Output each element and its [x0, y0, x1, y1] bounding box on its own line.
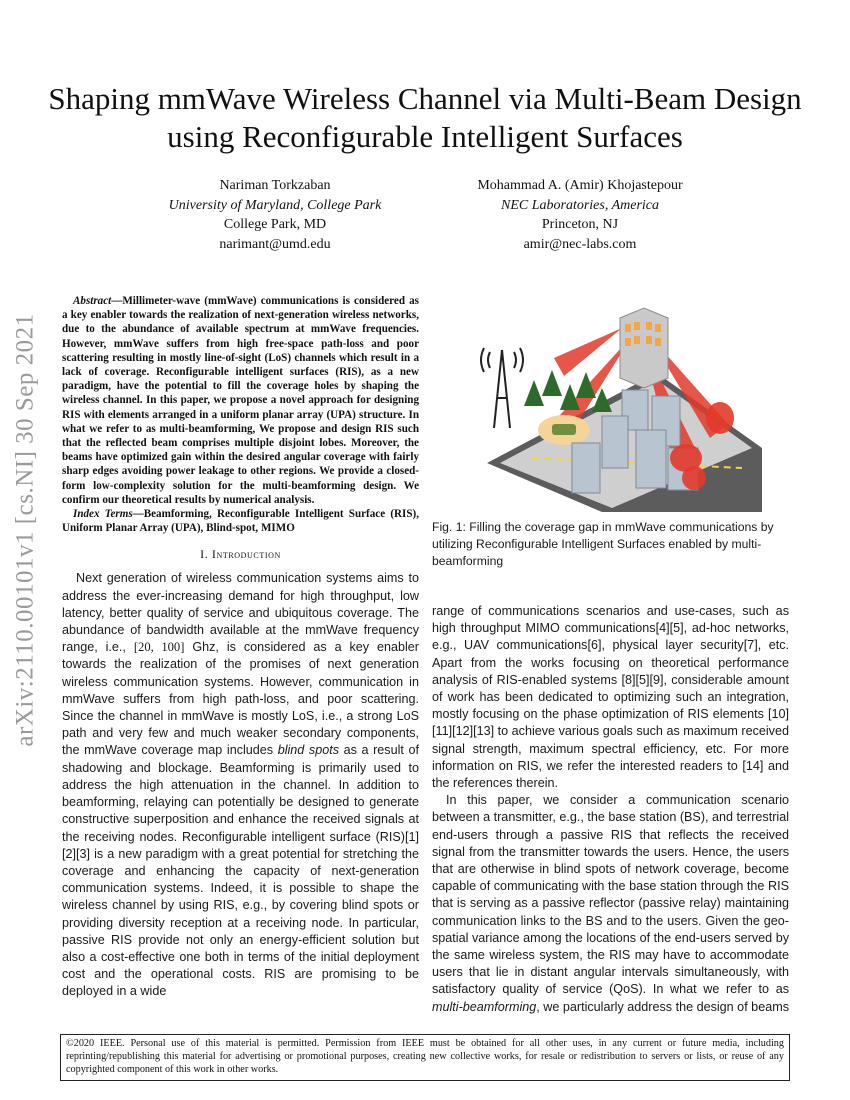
figure-caption: Fig. 1: Filling the coverage gap in mmWave communications by utilizing Reconfigurable Intelligent Surfaces enabled by multi-beamforming [432, 520, 774, 568]
text-run: Ghz, is considered as a key enabler towards the realization of the promises of next generation wireless communication systems. However, communication in mmWave suffers from high path-loss, and poor scattering. Since the channel in mmWave is mostly LoS, i.e., a strong LoS path and very few and much weaker secondary components, the mmWave coverage map includes [62, 640, 419, 758]
arxiv-stamp-text: arXiv:2110.00101v1 [cs.NI] 30 Sep 2021 [12, 313, 40, 747]
emphasis: blind spots [277, 743, 340, 758]
abstract [62, 294, 419, 507]
section-heading: I. Introduction [200, 547, 281, 562]
text-run: In this paper, we consider a communication scenario between a transmitter, e.g., the base station (BS), and terrestrial end-users through a passive RIS that reflects the received signal from the transmitter towards the users. Hence, the users that are otherwise in blind spots of network coverage, become capable of communicating with the base station through the RIS that is serving as a passive reflector (passive relay) maintaining communication links to the BS and to the users. Given the geo-spatial variance among the locations of the end-users served by the same wireless system, the RIS may have to accommodate users that lie in distant angular intervals simultaneously, with satisfactory quality of service (QoS). In what we refer to as [432, 793, 790, 997]
paragraph [432, 792, 789, 1016]
right-column [432, 603, 789, 1016]
pedestrian-spot [682, 466, 706, 490]
beam [554, 328, 622, 376]
author-affiliation: University of Maryland, College Park [168, 197, 382, 213]
paragraph [62, 570, 419, 1000]
author-email: amir@nec-labs.com [523, 236, 637, 252]
copyright-notice: ©2020 IEEE. Personal use of this material is permitted. Permission from IEEE must be obtained for all other uses, in any current or future media, including reprinting/republishing this material for advertising or promotional purposes, creating new collective works, for resale or redistribution to servers or lists, or reuse of any copyrighted component of this work in other works. [60, 1034, 790, 1081]
author-location: Princeton, NJ [541, 217, 619, 232]
author-block-1 [125, 176, 425, 254]
author-email: narimant@umd.edu [219, 236, 331, 252]
author-name: Nariman Torkzaban [219, 178, 331, 193]
index-terms-text: —Beamforming, Reconfigurable Intelligent Surface (RIS), Uniform Planar Array (UPA), Blind-spot, MIMO [62, 508, 419, 535]
abstract-text: —Millimeter-wave (mmWave) communications is considered as a key enabler towards the realization of next-generation wireless networks, due to the abundance of available spectrum at mmWave frequencies. However, mmWave suffers from high free-space path-loss and poor scattering resulting in mostly line-of-sight (LoS) channels which result in a lack of coverage. Reconfigurable intelligent surfaces (RIS), as a new paradigm, have the potential to fill the coverage holes by shaping the wireless channel. In this paper, we propose a novel approach for designing RIS with elements arranged in a uniform planar array (UPA) structure. In what we refer to as multi-beamforming, We propose and design RIS such that the reflected beam comprises multiple disjoint lobes. Moreover, the beams have optimized gain within the desired angular coverage with fairly sharp edges avoiding power leakage to other regions. We provide a closed-form low-complexity solution for the multi-beamforming design. We confirm our theoretical results by numerical analysis. [62, 295, 419, 506]
author-affiliation: NEC Laboratories, America [500, 197, 660, 213]
abstract-lead: Abstract [73, 295, 112, 307]
index-terms [62, 507, 419, 535]
author-name: Mohammad A. (Amir) Khojastepour [477, 178, 683, 193]
figure-1 [472, 298, 762, 512]
math-range: [20, 100] [133, 640, 185, 655]
text-run: , we particularly address the design of beams [536, 999, 789, 1014]
paper-title: Shaping mmWave Wireless Channel via Multi-Beam Design using Reconfigurable Intelligent Surfaces [48, 81, 802, 154]
ris-building [620, 308, 668, 388]
intro-left-text [62, 570, 419, 1000]
index-terms-lead: Index Terms [73, 508, 133, 521]
intro-right-text [432, 603, 789, 1016]
car-icon [552, 424, 576, 435]
car-user-spot [706, 402, 734, 434]
arxiv-stamp [2, 270, 50, 790]
paragraph: range of communications scenarios and use-cases, such as high throughput MIMO communications[4][5], ad-hoc networks, e.g., UAV communications[6], physical layer security[7], etc. Apart from the works focusing on theoretical performance analysis of RIS-enabled systems [8][5][9], considerable amount of work has been dedicated to optimizing such an integration, mostly focusing on the phase optimization of RIS elements [10][11][12][13] to achieve various goals such as maximum received signal strength, maximum spectral efficiency, etc. For more information on RIS, we refer the interested readers to [14] and the references therein. [432, 604, 789, 791]
left-column [62, 294, 419, 1001]
text-run: Next generation of wireless communication systems aims to address the ever-increasing demand for high throughput, low latency, better quality of service and ubiquitous coverage. The abundance of bandwidth available at the mmWave frequency range, i.e., [62, 571, 419, 655]
base-station-tower [481, 348, 523, 428]
author-location: College Park, MD [223, 217, 327, 232]
author-block-2 [430, 176, 730, 254]
text-run: as a result of shadowing and blockage. Beamforming is primarily used to address the high attenuation in the channel. In addition to beamforming, relaying can potentially be designed to generate constructive superposition and enhance the received signals at the receiving nodes. Reconfigurable intelligent surface (RIS)[1][2][3] is a new paradigm with a great potential for stretching the coverage and enhancing the capacity of next-generation communication systems. Indeed, it is possible to shape the wireless channel by using RIS, e.g., by covering blind spots or providing diversity reception at a receiving node. In particular, passive RIS provide not only an energy-efficient solution but also a cost-effective one both in terms of the initial deployment cost and the operational costs. RIS are promising to be deployed in a wide [62, 743, 419, 999]
emphasis: multi-beamforming [432, 999, 537, 1014]
